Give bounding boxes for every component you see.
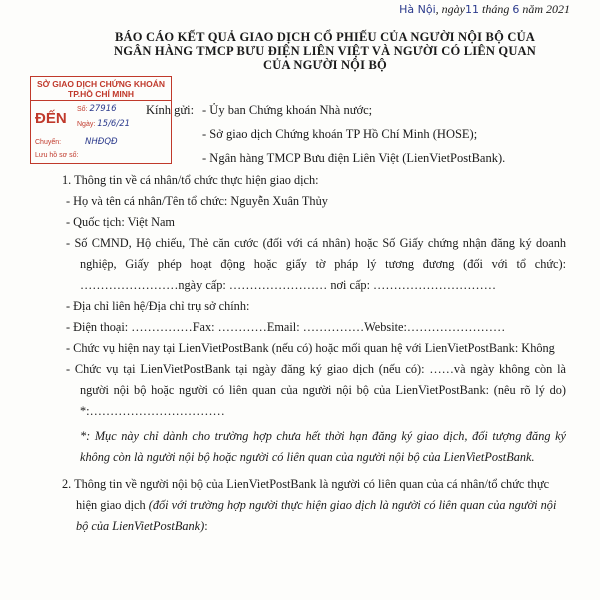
stamp-so-row [77, 104, 117, 114]
place-handwritten: Hà Nội [399, 3, 436, 16]
section1-line: - Chức vụ hiện nay tại LienVietPostBank (nếu có) hoặc mối quan hệ với LienVietPostBank: Không [66, 341, 555, 355]
report-title [70, 30, 580, 72]
month-handwritten: 6 [512, 3, 520, 16]
document-body [62, 170, 566, 537]
stamp-city: TP.HỒ CHÍ MINH [68, 89, 134, 99]
section2-heading-end: : [204, 519, 208, 533]
title-line-2: NGÂN HÀNG TMCP BƯU ĐIỆN LIÊN VIỆT VÀ NGƯỜI CÓ LIÊN QUAN [113, 44, 537, 58]
stamp-so-label: Số: [77, 106, 88, 113]
date-line [399, 2, 570, 17]
section1-note: *: Mục này chỉ dành cho trường hợp chưa hết thời hạn đăng ký giao dịch, đối tượng đăng ký không còn là người nội bộ hoặc người có liên quan của người nội bộ của LienVietPostBank. [80, 429, 566, 464]
stamp-chuyen-label: Chuyển: [35, 139, 62, 146]
stamp-chuyen-row [35, 137, 118, 147]
stamp-chuyen-value: NHĐQĐ [85, 137, 118, 147]
stamp-den: ĐẾN [35, 110, 67, 127]
stamp-luu-label: Lưu hồ sơ số: [35, 152, 79, 159]
year-text: năm 2021 [522, 2, 570, 16]
day-handwritten: 11 [464, 3, 479, 16]
section1-heading: 1. Thông tin về cá nhân/tổ chức thực hiện giao dịch: [62, 173, 319, 187]
section1-line: - Điện thoại: ……………Fax: …………Email: ……………Website:…………………… [66, 320, 506, 334]
section1-line: - Họ và tên cá nhân/Tên tổ chức: Nguyễn Xuân Thủy [66, 194, 328, 208]
section1-line: - Số CMND, Hộ chiếu, Thẻ căn cước (đối với cá nhân) hoặc Số Giấy chứng nhận đăng ký doanh nghiệp, Giấy phép hoạt động hoặc giấy tờ pháp lý tương đương (đối với tổ chức): ……………………ngày cấp: …………………… nơi cấp: ………………………… [66, 236, 566, 292]
section1-line: - Địa chỉ liên hệ/Địa chỉ trụ sở chính: [66, 299, 250, 313]
recipient-item: - Sở giao dịch Chứng khoán TP Hồ Chí Minh (HOSE); [202, 127, 478, 141]
date-prefix: , ngày [435, 2, 465, 16]
recipient-item: - Ủy ban Chứng khoán Nhà nước; [202, 103, 373, 117]
stamp-so-value: 27916 [89, 104, 117, 114]
stamp-org: SỞ GIAO DỊCH CHỨNG KHOÁN [36, 79, 166, 89]
section2-heading-text: 2. Thông tin về người nội bộ của LienVietPostBank là người có liên quan của cá nhân/tổ chức thực hiện giao dịch [62, 477, 550, 512]
title-line-1: BÁO CÁO KẾT QUẢ GIAO DỊCH CỔ PHIẾU CỦA NGƯỜI NỘI BỘ CỦA [114, 30, 536, 44]
recipients-label: Kính gửi: [146, 103, 195, 117]
stamp-ngay-label: Ngày: [77, 121, 96, 128]
section1-line: - Quốc tịch: Việt Nam [66, 215, 175, 229]
stamp-ngay-value: 15/6/21 [97, 119, 131, 129]
stamp-ngay-row [77, 119, 130, 129]
section2-heading-italic: (đối với trường hợp người thực hiện giao dịch là người có liên quan của người nội bộ của LienVietPostBank) [76, 498, 557, 533]
recipient-item: - Ngân hàng TMCP Bưu điện Liên Việt (LienVietPostBank). [202, 151, 506, 165]
month-label: tháng [481, 2, 510, 16]
recipient-list [202, 98, 582, 170]
section1-line: - Chức vụ tại LienVietPostBank tại ngày đăng ký giao dịch (nếu có): ……và ngày không còn là người nội bộ hoặc người có liên quan của người nội bộ của LienVietPostBank: (nêu rõ lý do) *:…………………………… [66, 362, 566, 418]
stamp-luu-row [35, 152, 79, 159]
section2-heading [62, 474, 566, 537]
title-line-3: CỦA NGƯỜI NỘI BỘ [263, 58, 387, 72]
